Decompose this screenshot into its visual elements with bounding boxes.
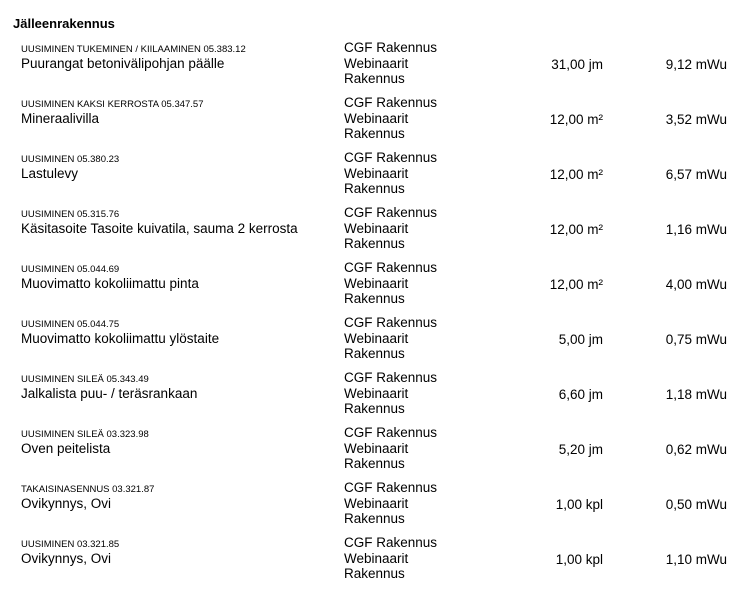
item-code: UUSIMINEN SILEÄ 05.343.49	[21, 374, 149, 385]
item-name: Käsitasoite Tasoite kuivatila, sauma 2 kerrosta	[21, 221, 298, 236]
item-quantity: 12,00 m²	[549, 112, 603, 127]
item-quantity: 1,00 kpl	[555, 552, 603, 567]
item-quantity: 6,60 jm	[558, 387, 603, 402]
supplier-line: Webinaarit	[344, 220, 409, 236]
item-code: UUSIMINEN 05.380.23	[21, 154, 120, 165]
item-code: UUSIMINEN SILEÄ 03.323.98	[21, 429, 149, 440]
supplier-line: Rakennus	[344, 291, 405, 306]
supplier-line: CGF Rakennus	[344, 370, 438, 385]
list-item	[0, 95, 755, 150]
item-quantity: 5,00 jm	[558, 332, 603, 347]
supplier-line: CGF Rakennus	[344, 205, 438, 220]
item-supplier	[344, 205, 437, 252]
list-item	[0, 150, 755, 205]
supplier-line: Webinaarit	[344, 110, 409, 126]
item-name: Puurangat betonivälipohjan päälle	[21, 56, 225, 71]
supplier-line: Rakennus	[344, 401, 405, 416]
supplier-line: Rakennus	[344, 126, 405, 141]
item-cost: 0,62 mWu	[665, 442, 727, 457]
item-quantity: 1,00 kpl	[555, 497, 603, 512]
item-code: UUSIMINEN 05.315.76	[21, 209, 120, 220]
item-quantity: 12,00 m²	[549, 277, 603, 292]
item-quantity: 12,00 m²	[549, 222, 603, 237]
supplier-line: Rakennus	[344, 236, 405, 251]
item-supplier	[344, 40, 437, 87]
item-supplier	[344, 95, 437, 142]
list-item	[0, 260, 755, 315]
item-quantity: 5,20 jm	[558, 442, 603, 457]
item-cost: 0,50 mWu	[665, 497, 727, 512]
item-name: Lastulevy	[21, 166, 79, 181]
supplier-line: Webinaarit	[344, 330, 409, 346]
item-cost: 1,18 mWu	[665, 387, 727, 402]
supplier-line: Rakennus	[344, 181, 405, 196]
supplier-line: Webinaarit	[344, 275, 409, 291]
item-supplier	[344, 260, 437, 307]
list-item	[0, 425, 755, 480]
item-supplier	[344, 315, 437, 362]
item-supplier	[344, 480, 437, 527]
item-code: UUSIMINEN 03.321.85	[21, 539, 120, 550]
item-code: TAKAISINASENNUS 03.321.87	[21, 484, 155, 495]
item-list	[0, 40, 755, 590]
item-name: Muovimatto kokoliimattu ylöstaite	[21, 331, 220, 346]
item-cost: 1,10 mWu	[665, 552, 727, 567]
item-supplier	[344, 535, 437, 582]
item-quantity: 12,00 m²	[549, 167, 603, 182]
list-item	[0, 535, 755, 590]
item-cost: 0,75 mWu	[665, 332, 727, 347]
item-name: Oven peitelista	[21, 441, 111, 456]
list-item	[0, 370, 755, 425]
supplier-line: Rakennus	[344, 456, 405, 471]
item-name: Jalkalista puu- / teräsrankaan	[21, 386, 198, 401]
item-code: UUSIMINEN TUKEMINEN / KIILAAMINEN 05.383.12	[21, 44, 246, 55]
supplier-line: Webinaarit	[344, 495, 409, 511]
list-item	[0, 40, 755, 95]
item-supplier	[344, 150, 437, 197]
supplier-line: Webinaarit	[344, 550, 409, 566]
list-item	[0, 315, 755, 370]
supplier-line: CGF Rakennus	[344, 480, 438, 495]
section-title: Jälleenrakennus	[13, 16, 115, 31]
supplier-line: Rakennus	[344, 566, 405, 581]
supplier-line: Rakennus	[344, 71, 405, 86]
item-name: Ovikynnys, Ovi	[21, 551, 112, 566]
supplier-line: CGF Rakennus	[344, 260, 438, 275]
item-name: Ovikynnys, Ovi	[21, 496, 112, 511]
item-cost: 4,00 mWu	[665, 277, 727, 292]
item-name: Muovimatto kokoliimattu pinta	[21, 276, 199, 291]
supplier-line: Webinaarit	[344, 440, 409, 456]
supplier-line: CGF Rakennus	[344, 425, 438, 440]
supplier-line: CGF Rakennus	[344, 315, 438, 330]
list-item	[0, 480, 755, 535]
item-code: UUSIMINEN 05.044.75	[21, 319, 120, 330]
item-code: UUSIMINEN KAKSI KERROSTA 05.347.57	[21, 99, 204, 110]
supplier-line: Rakennus	[344, 346, 405, 361]
supplier-line: Webinaarit	[344, 55, 409, 71]
item-code: UUSIMINEN 05.044.69	[21, 264, 120, 275]
supplier-line: Webinaarit	[344, 165, 409, 181]
item-cost: 3,52 mWu	[665, 112, 727, 127]
item-cost: 9,12 mWu	[665, 57, 727, 72]
list-item	[0, 205, 755, 260]
supplier-line: Webinaarit	[344, 385, 409, 401]
item-quantity: 31,00 jm	[551, 57, 603, 72]
supplier-line: CGF Rakennus	[344, 150, 438, 165]
supplier-line: CGF Rakennus	[344, 95, 438, 110]
supplier-line: CGF Rakennus	[344, 535, 438, 550]
supplier-line: CGF Rakennus	[344, 40, 438, 55]
supplier-line: Rakennus	[344, 511, 405, 526]
item-cost: 1,16 mWu	[665, 222, 727, 237]
item-cost: 6,57 mWu	[665, 167, 727, 182]
item-name: Mineraalivilla	[21, 111, 100, 126]
item-supplier	[344, 425, 437, 472]
item-supplier	[344, 370, 437, 417]
